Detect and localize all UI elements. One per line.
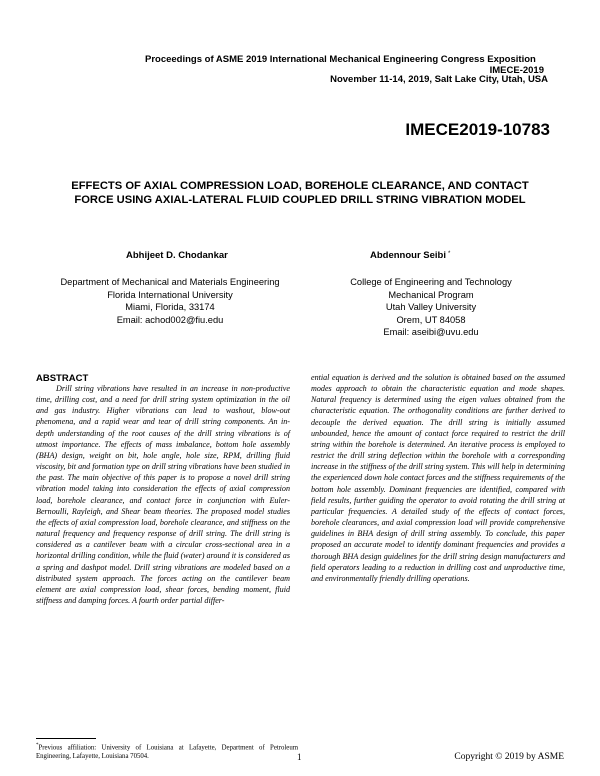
paper-id: IMECE2019-10783: [405, 120, 550, 139]
affiliation-department: Department of Mechanical and Materials Engineering: [60, 277, 280, 287]
abstract-column-left: Drill string vibrations have resulted in an increase in non-productive time, drilling cost, and a need for drill string system optimization in the oil and gas industry. Higher vibrations can lead to washout, blow-out phenomena, and a rapid wear and tear of drill string components. An in-depth understanding of the root causes of the drill string vibrations is of utmost importance. The effects of mass imbalance, bottom hole assembly (BHA) design, weight on bit, hole angle, hole size, RPM, drilling fluid viscosity, bit and formation type on drill string vibrations have been studied in the past. The main objective of this paper is to propose a novel drill string vibration model taking into consideration the effects of axial compression load, borehole clearance, and contact force in conjunction with Euler-Bernoulli, Rayleigh, and Shear beam theories. The proposed model studies the effects of axial compression load, borehole clearance, and stiffness on the natural frequency and frequency response of drill string. The drill string is considered as a cantilever beam with a circular cross-sectional area in a horizontal drilling condition, while the fluid (water) around it is considered as a spring and dashpot model. Drill string vibrations are modeled based on a distributed system approach. The forces acting on the cantilever beam element are axial compression load, shear forces, bending moment, fluid stiffness and damping forces. A fourth order partial differ-: [36, 384, 290, 605]
affiliation-institution: Utah Valley University: [385, 302, 477, 313]
page-number: 1: [297, 752, 302, 762]
affiliation-email: Email: achod002@fiu.edu: [116, 314, 224, 325]
author-name-text: Abdennour Seibi: [370, 250, 446, 261]
affiliation-address: Miami, Florida, 33174: [125, 302, 215, 313]
affiliation-program: Mechanical Program: [388, 289, 474, 300]
author-name: [370, 250, 450, 261]
footnote-text: Previous affiliation: University of Louisiana at Lafayette, Department of Petroleum Engineering, Lafayette, Louisiana 70504.: [36, 744, 298, 761]
abstract-heading: ABSTRACT: [36, 373, 89, 384]
proceedings-line: Proceedings of ASME 2019 International Mechanical Engineering Congress Exposition: [145, 54, 536, 65]
affiliation-email: Email: aseibi@uvu.edu: [383, 327, 479, 338]
conference-code: IMECE-2019: [489, 65, 544, 76]
author-name-text: Abhijeet D. Chodankar: [126, 250, 228, 261]
affiliation-college: College of Engineering and Technology: [350, 277, 512, 287]
conference-dates-location: November 11-14, 2019, Salt Lake City, Utah, USA: [330, 74, 548, 85]
footnote-marker: *: [36, 743, 39, 748]
affiliation-address: Orem, UT 84058: [396, 314, 466, 325]
author-name: [126, 250, 228, 261]
author-affiliation: [296, 276, 566, 339]
paper-title: EFFECTS OF AXIAL COMPRESSION LOAD, BOREHOLE CLEARANCE, AND CONTACT FORCE USING AXIAL-LATERAL FLUID COUPLED DRILL STRING VIBRATION MODEL: [71, 180, 529, 206]
affiliation-institution: Florida International University: [107, 289, 233, 300]
author-affiliation: [35, 276, 305, 326]
copyright-notice: Copyright © 2019 by ASME: [454, 752, 564, 762]
footnote-rule: [36, 738, 96, 739]
abstract-column-right: ential equation is derived and the solution is obtained based on the assumed modes approach to obtain the characteristic equation and mode shapes. Natural frequency is determined using the eigen values obtained from the characteristic equation. The orthogonality conditions are further derived to decouple the derived equation. The drill string is initially assumed unbounded, hence the amount of contact force required to restrict the drill string within the borehole is determined. An iterative process is employed to restrict the drill string deflection within the borehole with a corresponding increase in the stiffness of the drill string system. This will help in determining the experienced down hole contact forces and the stiffness requirements of the bottom hole assembly. Dominant frequencies are identified, compared with field results, further guiding the operator to avoid rotating the drill string at particular frequencies. A detailed study of the effects of contact forces, borehole clearances, and axial compression load will provide comprehensive guidelines in BHA design of drill string assembly. To conclude, this paper proposed an accurate model to identify dominant frequencies and provides a thorough BHA design guidelines for the drill string design manufacturers and field operators leading to a reduction in drilling cost and unproductive time, and environmentally friendly drilling operations.: [311, 373, 565, 583]
footnote: [36, 741, 298, 761]
author-footnote-marker: *: [448, 251, 451, 257]
